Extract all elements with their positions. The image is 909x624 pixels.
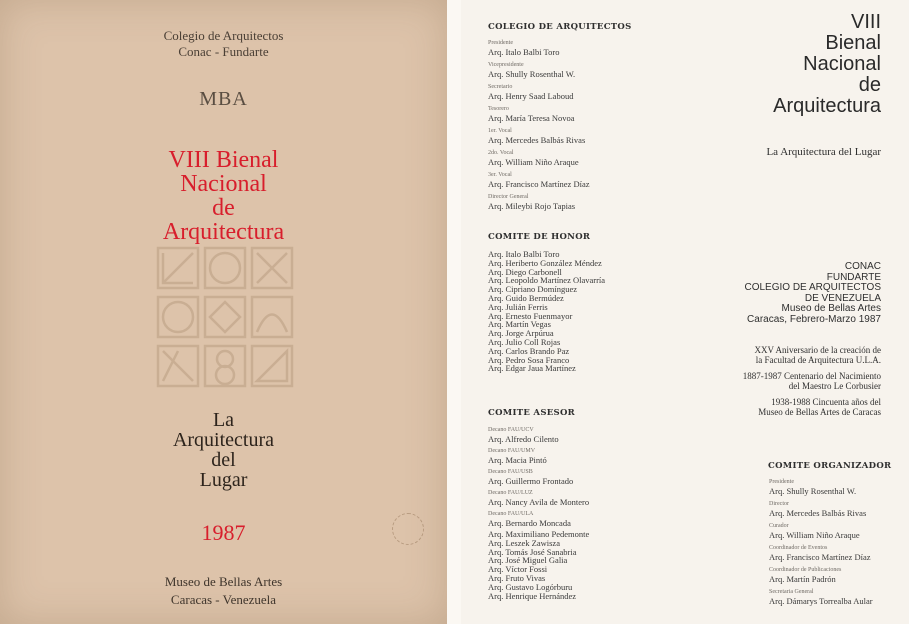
mba-logo: MBA: [199, 88, 248, 110]
anniversary-line: 1938-1988 Cincuenta años del: [771, 397, 881, 407]
anniversaries: [743, 346, 881, 424]
member-name: Arq. Shully Rosenthal W.: [769, 486, 857, 496]
member-name: Arq. Shully Rosenthal W.: [488, 69, 576, 79]
member-role: Secretaria General: [769, 589, 814, 595]
institution-line: Caracas, Febrero-Marzo 1987: [747, 313, 881, 325]
organizador-heading: COMITE ORGANIZADOR: [768, 461, 892, 471]
anniversary-line: del Maestro Le Corbusier: [788, 380, 881, 391]
member-name: Arq. Italo Balbi Toro: [488, 47, 560, 57]
cover-title-line: Arquitectura: [162, 219, 285, 245]
member-role: Coordinador de Eventos: [769, 545, 828, 551]
honor-name: Arq. Julián Ferris: [488, 301, 548, 312]
page-title-line: de: [858, 74, 881, 96]
member-name: Arq. María Teresa Novoa: [488, 113, 575, 123]
honor-name: Arq. Italo Balbi Toro: [488, 249, 560, 259]
member-name: Arq. William Niño Araque: [769, 530, 860, 540]
member-name: Arq. Mercedes Balbás Rivas: [488, 135, 586, 145]
member-role: Decano FAU/UMV: [488, 448, 536, 454]
member-entry: [488, 150, 688, 168]
anniversary-block: [743, 398, 881, 417]
honor-name: Arq. Ernesto Fuenmayor: [488, 310, 573, 321]
member-name: Arq. Guillermo Frontado: [488, 476, 574, 486]
member-name: Arq. Macia Pintó: [488, 455, 547, 465]
member-entry: [488, 106, 688, 124]
member-entry: [488, 84, 688, 102]
member-entry: [488, 194, 688, 212]
member-entry: [769, 567, 909, 585]
asesor-name: Arq. Tomás José Sanabria: [488, 546, 577, 557]
member-entry: [769, 479, 909, 497]
member-name: Arq. Henry Saad Laboud: [488, 91, 574, 101]
member-entry: [488, 448, 688, 466]
member-entry: [488, 469, 688, 487]
cover-subtitle-line: del: [211, 449, 236, 471]
anniversary-line: XXV Aniversario de la creación de: [754, 345, 881, 355]
cover-title-line: Nacional: [180, 171, 267, 197]
honor-name: Arq. Julio Coll Rojas: [488, 336, 561, 347]
page-subtitle: La Arquitectura del Lugar: [766, 146, 881, 158]
honor-name: Arq. Diego Carbonell: [488, 266, 562, 277]
honor-name: Arq. Carlos Brando Paz: [488, 345, 570, 356]
asesor-name: Arq. José Miguel Galia: [488, 555, 568, 566]
asesor-name: Arq. Leszek Zawisza: [488, 537, 560, 548]
member-name: Arq. Martín Padrón: [769, 574, 836, 584]
asesor-name: Arq. Fruto Vivas: [488, 572, 546, 583]
member-name: Arq. William Niño Araque: [488, 157, 579, 167]
cover-title: [0, 148, 447, 244]
honor-name: Arq. Edgar Jaua Martínez: [488, 363, 576, 374]
asesor-name: Arq. Henrique Hernández: [488, 590, 577, 601]
honor-list: [488, 250, 688, 373]
member-role: Decano FAU/USB: [488, 469, 533, 475]
page-title-line: Nacional: [803, 53, 881, 75]
cover-subtitle-line: La: [212, 409, 235, 431]
page-title-line: Bienal: [825, 32, 881, 54]
cover-venue: [0, 573, 447, 609]
honor-name: Arq. Jorge Arpúrua: [488, 328, 554, 339]
member-entry: [769, 501, 909, 519]
colegio-members: [488, 40, 688, 216]
member-role: Decano FAU/ULA: [488, 511, 534, 517]
cover-venue-line: Museo de Bellas Artes: [164, 574, 283, 589]
member-role: Decano FAU/LUZ: [488, 490, 533, 496]
asesor-name: Arq. Maximiliano Pedemonte: [488, 529, 590, 539]
page-title-line: VIII: [850, 11, 881, 33]
member-role: Decano FAU/UCV: [488, 427, 534, 433]
institution-line: FUNDARTE: [826, 271, 881, 283]
anniversary-line: la Facultad de Arquitectura U.L.A.: [755, 354, 881, 365]
member-role: Coordinador de Publicaciones: [769, 567, 842, 573]
cover-subtitle-line: Arquitectura: [172, 429, 275, 451]
member-role: 3er. Vocal: [488, 172, 512, 178]
cover-publisher-line: Conac - Fundarte: [178, 44, 269, 59]
member-name: Arq. Mercedes Balbás Rivas: [769, 508, 867, 518]
member-role: Tesorero: [488, 106, 509, 112]
institutions: [744, 262, 881, 325]
institution-line: COLEGIO DE ARQUITECTOS: [744, 282, 881, 293]
member-name: Arq. Nancy Avila de Montero: [488, 497, 590, 507]
cover-publisher: [0, 28, 447, 60]
member-role: Director General: [488, 194, 529, 200]
member-name: Arq. Bernardo Moncada: [488, 518, 571, 528]
honor-name: Arq. Heriberto González Méndez: [488, 257, 602, 268]
member-role: Vicepresidente: [488, 62, 524, 68]
cover-subtitle: [0, 410, 447, 490]
member-role: Presidente: [488, 40, 513, 46]
cover-subtitle-line: Lugar: [199, 469, 248, 491]
member-role: Director: [769, 501, 789, 507]
member-name: Arq. Alfredo Cilento: [488, 434, 559, 444]
member-role: Secretario: [488, 84, 513, 90]
member-name: Arq. Mileybi Rojo Tapias: [488, 201, 576, 211]
member-entry: [488, 427, 688, 445]
member-role: 1er. Vocal: [488, 128, 512, 134]
page-gutter: [447, 0, 461, 624]
member-name: Arq. Francisco Martínez Díaz: [769, 552, 871, 562]
cover-title-line: de: [212, 195, 235, 221]
member-entry: [769, 545, 909, 563]
member-role: Presidente: [769, 479, 794, 485]
honor-name: Arq. Pedro Sosa Franco: [488, 354, 570, 365]
page-title: [773, 12, 881, 117]
institution-line: Museo de Bellas Artes: [781, 303, 881, 314]
member-name: Arq. Francisco Martínez Díaz: [488, 179, 590, 189]
honor-name: Arq. Leopoldo Martínez Olavarría: [488, 275, 606, 286]
member-entry: [769, 589, 909, 607]
anniversary-line: Museo de Bellas Artes de Caracas: [758, 406, 881, 417]
page-title-line: Arquitectura: [773, 95, 881, 117]
cover-venue-line: Caracas - Venezuela: [170, 592, 277, 607]
asesor-name: Arq. Víctor Fossi: [488, 564, 548, 575]
organizador-members: [769, 479, 909, 611]
member-entry: [488, 511, 688, 529]
inner-page: [461, 0, 909, 624]
honor-name: Arq. Martín Vegas: [488, 319, 551, 330]
honor-heading: COMITE DE HONOR: [488, 232, 591, 242]
member-entry: [488, 490, 688, 508]
asesor-heading: COMITE ASESOR: [488, 408, 576, 418]
asesor-members: [488, 427, 688, 531]
anniversary-block: [743, 346, 881, 365]
embossed-emblem: [155, 245, 295, 390]
asesor-others: [488, 530, 688, 600]
institution-line: CONAC: [844, 261, 881, 272]
honor-name: Arq. Cipriano Domínguez: [488, 284, 577, 295]
member-role: 2do. Vocal: [488, 150, 514, 156]
colegio-heading: COLEGIO DE ARQUITECTOS: [488, 22, 632, 32]
institution-line: DE VENEZUELA: [804, 292, 881, 304]
member-entry: [488, 62, 688, 80]
member-role: Curador: [769, 523, 789, 529]
member-entry: [769, 523, 909, 541]
cover-title-line: VIII Bienal: [168, 147, 279, 173]
asesor-name: Arq. Gustavo Logórburu: [488, 581, 573, 592]
anniversary-block: [743, 372, 881, 391]
member-entry: [488, 172, 688, 190]
cover-year: 1987: [201, 520, 246, 545]
member-entry: [488, 40, 688, 58]
anniversary-line: 1887-1987 Centenario del Nacimiento: [742, 371, 881, 381]
member-entry: [488, 128, 688, 146]
book-cover: [0, 0, 447, 624]
member-name: Arq. Dámarys Torrealba Aular: [769, 596, 873, 606]
honor-name: Arq. Guido Bermúdez: [488, 292, 564, 303]
cover-publisher-line: Colegio de Arquitectos: [163, 28, 284, 43]
embossed-stamp: [392, 513, 424, 545]
